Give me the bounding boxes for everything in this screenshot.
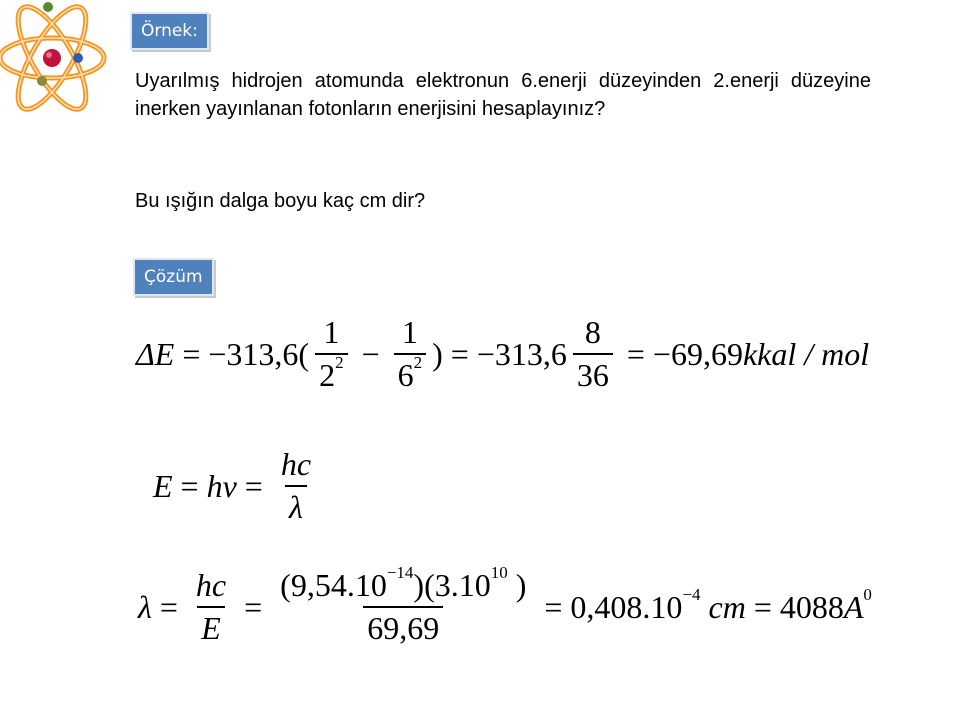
eq2-equals-2: =: [244, 467, 263, 504]
eq3-equals: =: [159, 588, 178, 625]
planck-equation: [153, 444, 321, 528]
eq1-f1-den: $2^2$: [315, 353, 348, 394]
eq3-unit-1: cm: [708, 588, 746, 625]
eq3-result-1: $0,408.10^{-4}$: [570, 584, 701, 625]
eq1-f3-num: 8: [584, 314, 601, 350]
eq1-fraction-1: [315, 314, 348, 394]
eq1-f2-den: $6^2$: [394, 353, 427, 394]
eq3-f1-den: E: [197, 606, 225, 647]
eq1-mid: −313,6: [476, 335, 567, 372]
question-followup: Bu ışığın dalga boyu kaç cm dir?: [135, 190, 426, 212]
eq1-fraction-3: [573, 314, 613, 394]
eq3-unit-2: $A^0$: [843, 584, 872, 625]
energy-equation: [136, 312, 869, 396]
eq1-lhs: ΔE: [136, 335, 175, 372]
question-text: Uyarılmış hidrojen atomunda elektronun 6.enerji düzeyinden 2.enerji düzeyine inerken yayınlanan fotonların enerjisini hesaplayınız?: [135, 70, 871, 120]
eq3-equals-4: =: [753, 588, 772, 625]
eq3-f2-den: 69,69: [363, 606, 443, 647]
eq2-lhs: E: [153, 467, 173, 504]
eq3-equals-2: =: [244, 588, 263, 625]
eq1-result: −69,69: [652, 335, 743, 372]
eq1-minus: −: [361, 335, 380, 372]
eq1-equals: =: [182, 335, 201, 372]
eq3-lhs: λ: [138, 588, 152, 625]
eq3-fraction-1: [192, 567, 230, 647]
example-label: Örnek:: [130, 12, 209, 50]
eq1-f2-num: 1: [401, 314, 418, 350]
eq1-equals-2: =: [450, 335, 469, 372]
eq1-fraction-2: [394, 314, 427, 394]
eq2-mid: hv: [206, 467, 237, 504]
eq2-den: λ: [285, 485, 307, 526]
eq1-f3-den: 36: [573, 353, 613, 394]
eq2-equals: =: [180, 467, 199, 504]
solution-label: Çözüm: [133, 258, 214, 296]
eq1-f1-num: 1: [323, 314, 340, 350]
eq2-num: hc: [280, 446, 312, 482]
eq3-fraction-2: [276, 563, 530, 647]
eq2-fraction: [277, 446, 315, 526]
eq3-equals-3: =: [544, 588, 563, 625]
wavelength-equation: [138, 562, 872, 652]
eq1-close: ): [432, 335, 443, 372]
eq3-f2-num: $(9,54.10^{-14})(3.10^{10}$ ): [280, 563, 527, 603]
eq1-unit: kkal / mol: [742, 335, 870, 372]
eq1-equals-3: =: [626, 335, 645, 372]
eq1-coef: −313,6(: [208, 335, 310, 372]
atom-icon: [0, 0, 110, 125]
eq3-result-2: 4088: [779, 588, 844, 625]
eq3-f1-num: hc: [195, 567, 227, 603]
